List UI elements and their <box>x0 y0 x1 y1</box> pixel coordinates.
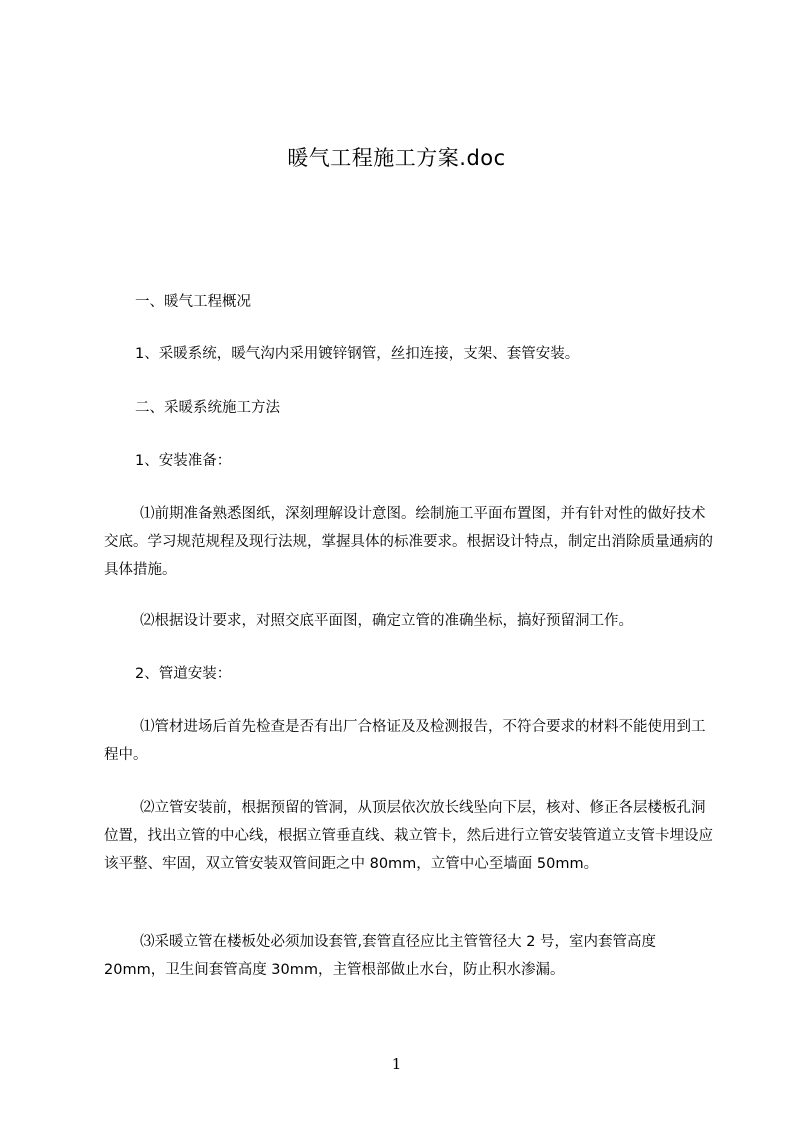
paragraph-preparation-2: ⑵根据设计要求，对照交底平面图，确定立管的准确坐标，搞好预留洞工作。 <box>140 613 633 629</box>
paragraph-preparation-1: ⑴前期准备熟悉图纸，深刻理解设计意图。绘制施工平面布置图，并有针对性的做好技术交底。学习规范规程及现行法规，掌握具体的标准要求。根据设计特点，制定出消除质量通病的具体措施。 <box>104 506 713 578</box>
subheading-preparation: 1、安装准备： <box>135 453 232 469</box>
page-number: 1 <box>391 1055 402 1073</box>
document-title: 暖气工程施工方案.doc <box>287 146 506 170</box>
section-heading-overview: 一、暖气工程概况 <box>135 294 251 310</box>
paragraph-pipe-1: ⑴管材进场后首先检查是否有出厂合格证及及检测报告，不符合要求的材料不能使用到工程中。 <box>104 719 706 763</box>
paragraph-heating-system: 1、采暖系统，暖气沟内采用镀锌钢管，丝扣连接，支架、套管安装。 <box>135 346 580 362</box>
paragraph-pipe-2: ⑵立管安装前，根据预留的管洞，从顶层依次放长线坠向下层，核对、修正各层楼板孔洞位置，找出立管的中心线，根据立管垂直线、栽立管卡，然后进行立管安装管道立支管卡埋设应该平整、牢固，双立管安装双管间距之中 80mm，立管中心至墙面 50mm。 <box>104 800 713 872</box>
section-heading-method: 二、采暖系统施工方法 <box>135 400 280 416</box>
subheading-pipe-installation: 2、管道安装： <box>135 666 232 682</box>
paragraph-pipe-3: ⑶采暖立管在楼板处必须加设套管,套管直径应比主管管径大 2 号，室内套管高度 20mm，卫生间套管高度 30mm，主管根部做止水台，防止积水渗漏。 <box>104 934 657 978</box>
